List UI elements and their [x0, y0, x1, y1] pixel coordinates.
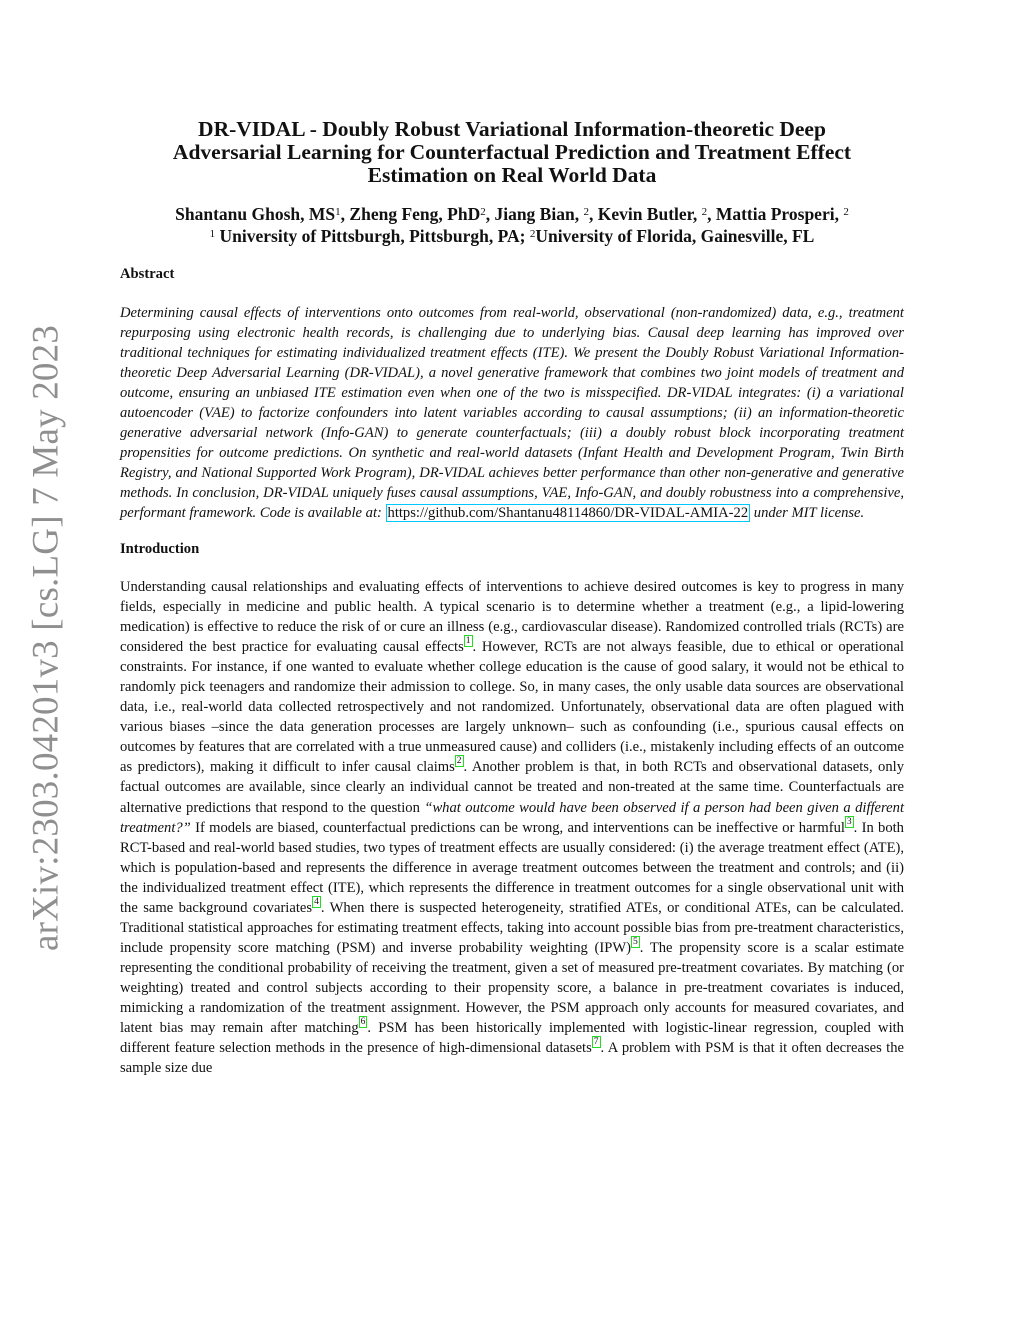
- affiliation: University of Pittsburgh, Pittsburgh, PA;: [215, 226, 530, 246]
- intro-text: If models are biased, counterfactual predictions can be wrong, and interventions can be ineffective or harmful: [190, 819, 845, 836]
- paper-page: [120, 118, 904, 1093]
- author-name: , Kevin Butler,: [588, 204, 702, 224]
- author-block: [120, 203, 904, 247]
- author-list: [120, 203, 904, 225]
- affiliation-marker: 2: [529, 228, 536, 240]
- author-name: , Zheng Feng, PhD: [340, 204, 481, 224]
- affiliation-marker: 2: [583, 206, 589, 218]
- counterfactual-question: “what outcome would have been observed if a person had been given a different treatment?”: [120, 799, 905, 836]
- author-name: Shantanu Ghosh, MS: [175, 204, 336, 224]
- citation-link[interactable]: 7: [593, 1037, 599, 1048]
- intro-text: . The propensity score is a scalar estimate representing the conditional probability of receiving the treatment, given a set of measured pre-treatment covariates. By matching (or weighting) treated and control subjects according to their propensity score, a balance in pre-treatment covariates is induced, mimicking a randomization of the treatment assignment. However, the PSM approach only accounts for measured covariates, and latent bias may remain after matching: [120, 939, 904, 1037]
- intro-text: . When there is suspected heterogeneity, stratified ATEs, or conditional ATEs, can be calculated. Traditional statistical approaches for estimating treatment effects, taking into account possible bias from pre-treatment characteristics, include propensity score matching (PSM) and inverse probability weighting (IPW): [120, 899, 904, 956]
- intro-text: . Another problem is that, in both RCTs and observational datasets, only factual outcomes are available, since clearly an individual cannot be treated and non-treated at the same time. Counterfactuals are alternative predictions that respond to the question: [120, 759, 904, 816]
- intro-text: . A problem with PSM is that it often decreases the sample size due: [120, 1040, 904, 1077]
- affiliation-marker: 1: [209, 228, 216, 240]
- author-name: , Mattia Prosperi,: [707, 204, 844, 224]
- citation-link[interactable]: 2: [456, 756, 462, 767]
- title-line-2: Adversarial Learning for Counterfactual Prediction and Treatment Effect: [172, 140, 852, 164]
- citation-link[interactable]: 5: [632, 936, 638, 947]
- code-repository-link[interactable]: https://github.com/Shantanu48114860/DR-VIDAL-AMIA-22: [387, 505, 749, 521]
- citation-link[interactable]: 3: [846, 816, 852, 827]
- abstract-tail: under MIT license.: [750, 505, 865, 521]
- affiliation-marker: 2: [843, 206, 849, 218]
- intro-text: . However, RCTs are not always feasible, due to ethical or operational constraints. For instance, if one wanted to evaluate whether college education is the cause of good salary, it would not be ethical to randomly pick teenagers and randomize their admission to college. So, in many cases, the only usable data sources are observational data, i.e., real-world data collected retrospectively and not randomized. Unfortunately, observational data are often plagued with various biases –since the data generation processes are largely unknown– such as confounding (i.e., spurious causal effects on outcomes by features that are correlated with a true unmeasured cause) and colliders (i.e., mistakenly including effects of an outcome as predictors), making it difficult to infer causal claims: [120, 639, 904, 776]
- affiliation: University of Florida, Gainesville, FL: [535, 226, 815, 246]
- abstract-text: [120, 303, 904, 523]
- author-name: , Jiang Bian,: [485, 204, 584, 224]
- paper-title: [120, 118, 904, 187]
- arxiv-identifier: arXiv:2303.04201v3 [cs.LG] 7 May 2023: [25, 324, 67, 952]
- introduction-heading: Introduction: [120, 541, 200, 557]
- abstract-body: Determining causal effects of interventions onto outcomes from real-world, observational (non-randomized) data, e.g., treatment repurposing using electronic health records, is challenging due to underlying bias. Causal deep learning has improved over traditional techniques for estimating individualized treatment effects (ITE). We present the Doubly Robust Variational Information-theoretic Deep Adversarial Learning (DR-VIDAL), a novel generative framework that combines two joint models of treatment and outcome, ensuring an unbiased ITE estimation even when one of the two is misspecified. DR-VIDAL integrates: (i) a variational autoencoder (VAE) to factorize confounders into latent variables according to causal assumptions; (ii) an information-theoretic generative adversarial network (Info-GAN) to generate counterfactuals; (iii) a doubly robust block incorporating treatment propensities for outcome predictions. On synthetic and real-world datasets (Infant Health and Development Program, Twin Birth Registry, and National Supported Work Program), DR-VIDAL achieves better performance than other non-generative and generative methods. In conclusion, DR-VIDAL uniquely fuses causal assumptions, VAE, Info-GAN, and doubly robustness into a comprehensive, performant framework. Code is available at:: [120, 305, 904, 521]
- arxiv-stamp: [0, 0, 100, 1325]
- citation-link[interactable]: 6: [360, 1017, 366, 1028]
- intro-text: . PSM has been historically implemented with logistic-linear regression, coupled with different feature selection methods in the presence of high-dimensional datasets: [120, 1020, 904, 1057]
- title-line-1: DR-VIDAL - Doubly Robust Variational Information-theoretic Deep: [198, 117, 826, 141]
- intro-text: . In both RCT-based and real-world based studies, two types of treatment effects are usually considered: (i) the average treatment effect (ATE), which is population-based and represents the difference in average treatment outcomes between the treatment and controls; and (ii) the individualized treatment effect (ITE), which represents the difference in treatment outcomes for a single observational unit with the same background covariates: [120, 819, 904, 916]
- affiliation-marker: 2: [480, 206, 486, 218]
- affiliation-list: [120, 225, 904, 247]
- intro-text: Understanding causal relationships and evaluating effects of interventions to achieve desired outcomes is key to progress in many fields, especially in medicine and public health. A typical scenario is to determine whether a treatment (e.g., a lipid-lowering medication) is effective to reduce the risk of or cure an illness (e.g., cardiovascular disease). Randomized controlled trials (RCTs) are considered the best practice for evaluating causal effects: [120, 579, 904, 656]
- title-line-3: Estimation on Real World Data: [367, 163, 657, 187]
- abstract-heading: Abstract: [120, 266, 175, 282]
- affiliation-marker: 1: [335, 206, 341, 218]
- citation-link[interactable]: 1: [465, 636, 471, 647]
- citation-link[interactable]: 4: [314, 896, 319, 907]
- introduction-paragraph: [120, 577, 904, 1078]
- affiliation-marker: 2: [701, 206, 708, 218]
